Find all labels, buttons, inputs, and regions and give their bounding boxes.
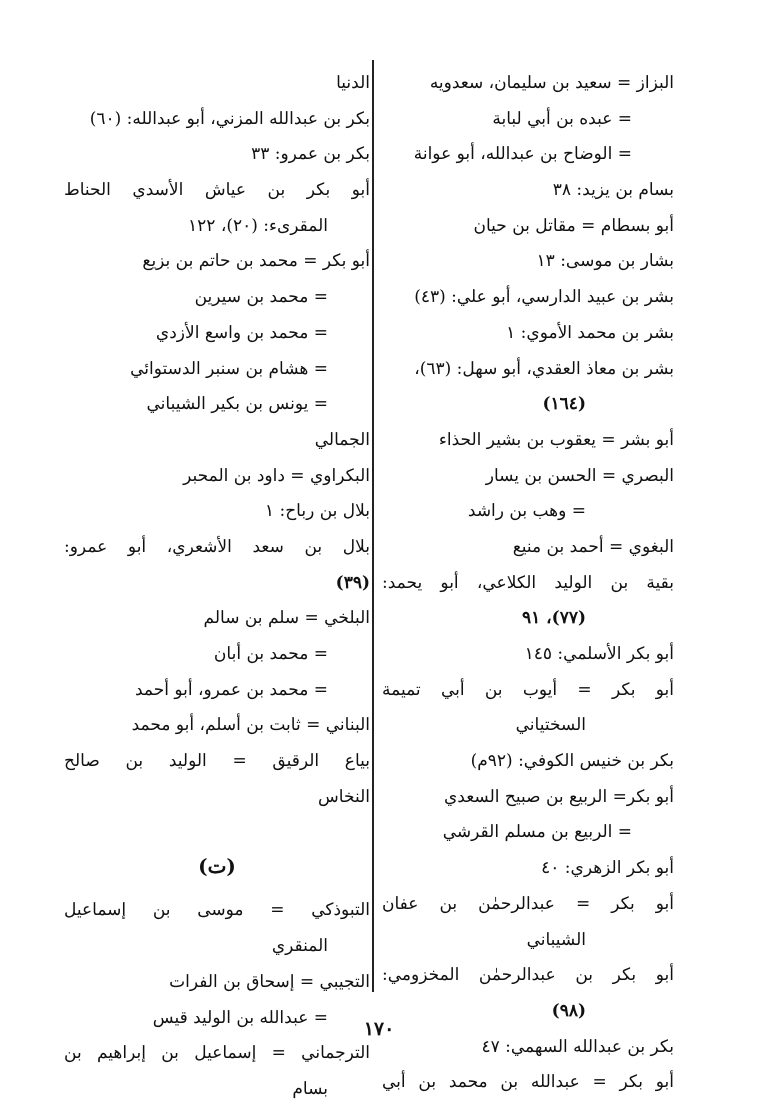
index-entry: بكر بن عبدالله السهمي: ٤٧	[481, 1036, 674, 1057]
index-entry: أبو بكر الزهري: ٤٠	[541, 858, 674, 879]
index-entry: البزاز = سعيد بن سليمان، سعدويه	[429, 73, 674, 93]
index-entry: بكر بن عبدالله المزني، أبو عبدالله: (٦٠)	[89, 108, 370, 129]
index-entry: = عبدالله بن الوليد قيس	[152, 1007, 328, 1028]
index-entry: = يونس بن بكير الشيباني	[146, 394, 328, 415]
index-entry: أبو بكر= الربيع بن صبيح السعدي	[443, 786, 674, 807]
index-entry-continuation: الدنيا	[336, 73, 370, 93]
index-entry-continuation: المنقري	[271, 936, 328, 957]
index-entry: = محمد بن عمرو، أبو أحمد	[134, 679, 328, 700]
index-entry: أبو بكر بن عبدالرحمٰن المخزومي:	[382, 965, 674, 986]
index-entry: بلال بن سعد الأشعري، أبو عمرو:	[64, 536, 370, 557]
index-entry-continuation: السختياني	[515, 715, 586, 736]
index-entry: بقية بن الوليد الكلاعي، أبو يحمد:	[382, 572, 674, 593]
index-entry: الترجماني = إسماعيل بن إبراهيم بن	[64, 1043, 370, 1064]
index-entry-continuation: (٧٧)، ٩١	[521, 608, 586, 629]
index-entry: بسام بن يزيد: ٣٨	[552, 180, 674, 201]
index-entry-continuation: النخاس	[318, 786, 370, 807]
index-entry-continuation: (٣٩)	[335, 572, 370, 593]
index-entry: = محمد بن سيرين	[194, 287, 328, 308]
index-entry: = الربيع بن مسلم القرشي	[442, 822, 632, 843]
left-column	[64, 66, 370, 1108]
index-entry: = الوضاح بن عبدالله، أبو عوانة	[413, 144, 632, 165]
index-entry: بشار بن موسى: ١٣	[536, 251, 674, 272]
index-entry: بشر بن عبيد الدارسي، أبو علي: (٤٣)	[414, 287, 674, 308]
index-entry: = محمد بن واسع الأزدي	[155, 322, 328, 343]
index-entry: البصري = الحسن بن يسار	[485, 465, 674, 486]
index-entry: = عبده بن أبي لبابة	[492, 108, 632, 129]
index-entry: التبوذكي = موسى بن إسماعيل	[64, 900, 370, 921]
index-entry: بكر بن خنيس الكوفي: (٩٢م)	[470, 751, 674, 772]
index-entry: = وهب بن راشد	[467, 501, 586, 522]
index-entry: أبو بكر = عبدالله بن محمد بن أبي	[382, 1072, 674, 1093]
page-number: ١٧٠	[363, 1018, 395, 1040]
index-entry: = هشام بن سنبر الدستوائي	[130, 358, 328, 379]
index-entry-continuation: بسام	[292, 1078, 328, 1099]
index-entry-continuation: الشيباني	[526, 929, 586, 950]
index-entry: أبو بسطام = مقاتل بن حيان	[473, 215, 674, 236]
section-heading: (ت)	[198, 854, 236, 879]
index-entry-continuation: المقرىء: (٢٠)، ١٢٢	[188, 215, 328, 236]
index-entry: بكر بن عمرو: ٣٣	[251, 144, 370, 165]
index-entry: بشر بن معاذ العقدي، أبو سهل: (٦٣)،	[414, 358, 674, 379]
index-entry: أبو بكر = محمد بن حاتم بن بزيع	[142, 251, 370, 272]
index-entry: أبو بكر = أيوب بن أبي تميمة	[382, 679, 674, 700]
index-entry: بلال بن رباح: ١	[264, 501, 370, 522]
index-entry: = محمد بن أبان	[213, 644, 328, 664]
index-entry: البغوي = أحمد بن منيع	[512, 536, 674, 557]
index-entry-continuation: (١٦٤)	[542, 394, 586, 415]
index-entry: التجيبي = إسحاق بن الفرات	[169, 971, 370, 992]
index-entry: البناني = ثابت بن أسلم، أبو محمد	[131, 715, 370, 736]
index-entry: أبو بكر بن عياش الأسدي الحناط	[64, 180, 370, 201]
right-column	[382, 66, 674, 1101]
section-spacer	[64, 815, 370, 839]
index-entry-continuation: الجمالي	[314, 429, 370, 450]
index-entry: البلخي = سلم بن سالم	[203, 608, 370, 629]
index-entry: أبو بكر الأسلمي: ١٤٥	[524, 644, 674, 664]
index-entry: أبو بشر = يعقوب بن بشير الحذاء	[438, 429, 674, 450]
index-entry: بياع الرقيق = الوليد بن صالح	[64, 751, 370, 772]
index-entry: بشر بن محمد الأموي: ١	[506, 322, 674, 343]
index-entry: البكراوي = داود بن المحبر	[183, 465, 370, 486]
column-divider	[372, 60, 374, 992]
index-entry: أبو بكر = عبدالرحمٰن بن عفان	[382, 893, 674, 914]
index-entry-continuation: (٩٨)	[551, 1000, 586, 1021]
